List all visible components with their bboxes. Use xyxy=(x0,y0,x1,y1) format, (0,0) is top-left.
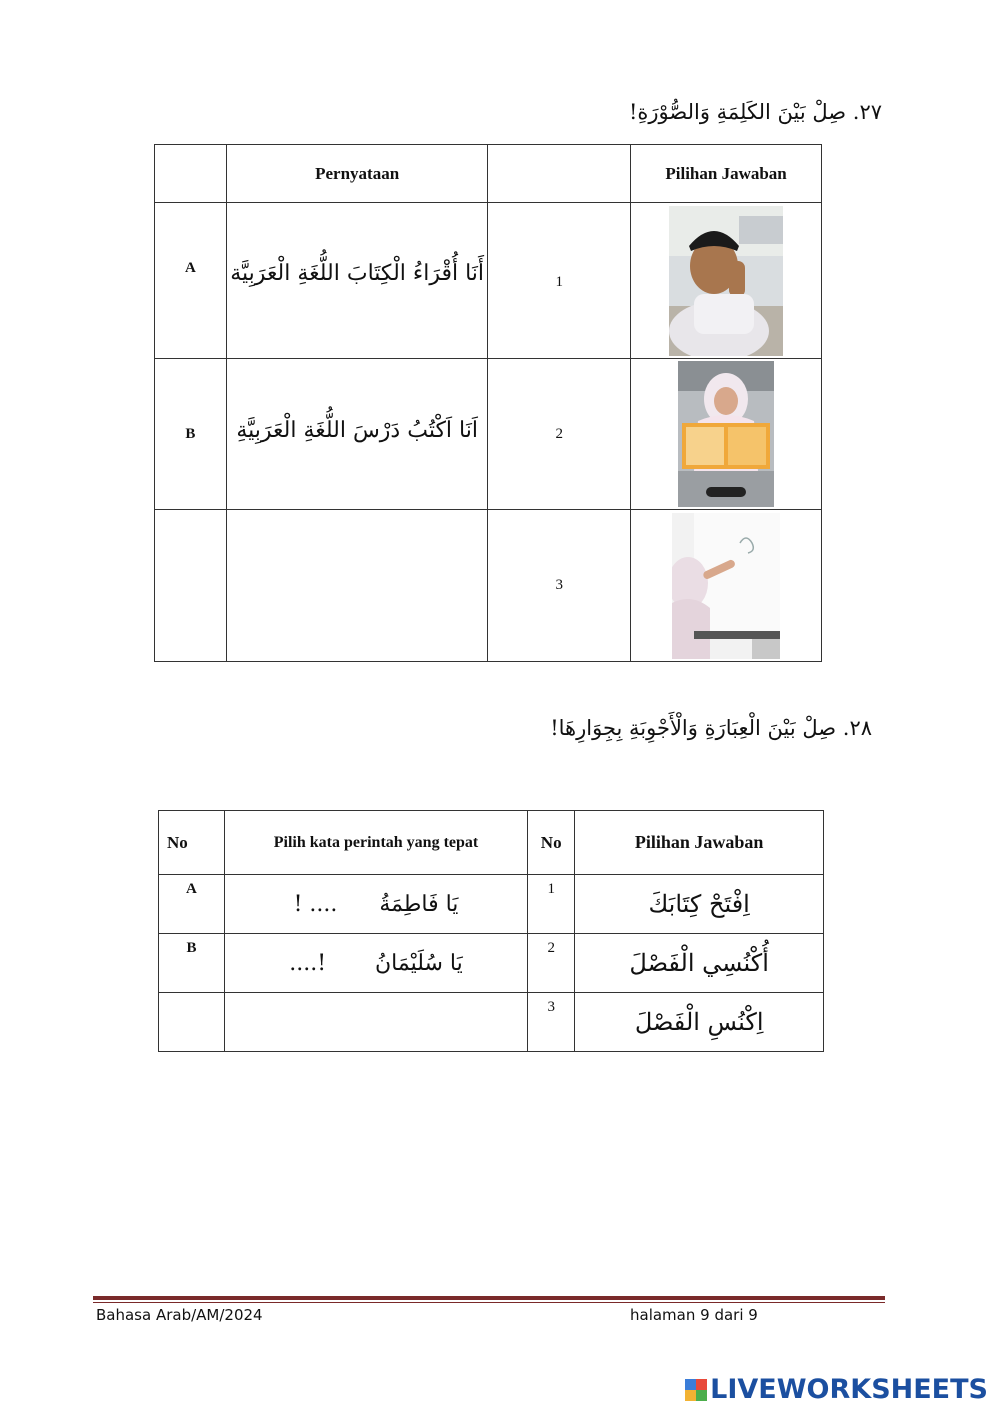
header-empty-cell xyxy=(488,145,631,203)
girl-writing-whiteboard-photo xyxy=(672,513,780,659)
option-number: 2 xyxy=(488,359,631,510)
liveworksheets-wordmark: LIVEWORKSHEETS xyxy=(710,1374,988,1405)
option-number: 1 xyxy=(528,875,575,934)
answer-photo-cell[interactable] xyxy=(631,203,822,359)
question-28-title: ٢٨. صِلْ بَيْنَ الْعِبَارَةِ وَالْأَجْوِبَةِ بِجِوَارِهَا! xyxy=(550,716,872,740)
statement-cell[interactable] xyxy=(226,510,488,662)
header-statement: Pernyataan xyxy=(226,145,488,203)
answer-photo-cell[interactable] xyxy=(631,510,822,662)
question-27-table xyxy=(154,144,822,662)
row-letter: A xyxy=(159,875,225,934)
header-statement: Pilih kata perintah yang tepat xyxy=(224,811,527,875)
row-letter: A xyxy=(155,203,227,359)
answer-cell[interactable]: اِكْنُسِ الْفَصْلَ xyxy=(575,993,824,1052)
footer-page-number: halaman 9 dari 9 xyxy=(630,1306,758,1324)
header-no: No xyxy=(159,811,225,875)
header-answer: Pilihan Jawaban xyxy=(575,811,824,875)
option-number: 3 xyxy=(528,993,575,1052)
footer-course-label: Bahasa Arab/AM/2024 xyxy=(96,1306,263,1324)
answer-photo-cell[interactable] xyxy=(631,359,822,510)
option-number: 3 xyxy=(488,510,631,662)
liveworksheets-brand[interactable] xyxy=(685,1374,988,1405)
option-number: 2 xyxy=(528,934,575,993)
option-number: 1 xyxy=(488,203,631,359)
liveworksheets-logo-icon xyxy=(685,1379,707,1401)
question-28-table xyxy=(158,810,824,1052)
statement-cell[interactable] xyxy=(224,993,527,1052)
statement-cell[interactable]: يَا سُلَيْمَانُ !.... xyxy=(224,934,527,993)
row-letter xyxy=(159,993,225,1052)
statement-cell[interactable]: اَنَا اَكْتُبُ دَرْسَ اللُّغَةِ الْعَرَبِيَّةِ xyxy=(226,359,488,510)
header-empty-cell xyxy=(155,145,227,203)
statement-cell[interactable]: يَا فَاطِمَةُ .... ! xyxy=(224,875,527,934)
footer-divider xyxy=(93,1296,885,1300)
answer-cell[interactable]: اِفْتَحْ كِتَابَكَ xyxy=(575,875,824,934)
statement-cell[interactable]: أَنَا أُقْرَاءُ الْكِتَابَ اللُّغَةِ الْعَرَبِيَّة xyxy=(226,203,488,359)
header-answer: Pilihan Jawaban xyxy=(631,145,822,203)
header-no-2: No xyxy=(528,811,575,875)
row-letter xyxy=(155,510,227,662)
answer-cell[interactable]: أُكْنُسِي الْفَصْلَ xyxy=(575,934,824,993)
footer-divider-thin xyxy=(93,1302,885,1303)
row-letter: B xyxy=(159,934,225,993)
girl-reading-book-photo xyxy=(678,361,774,507)
boy-listening-photo xyxy=(669,206,783,356)
question-27-title: ٢٧. صِلْ بَيْنَ الكَلِمَةِ وَالصُّوْرَةِ! xyxy=(628,100,882,124)
row-letter: B xyxy=(155,359,227,510)
